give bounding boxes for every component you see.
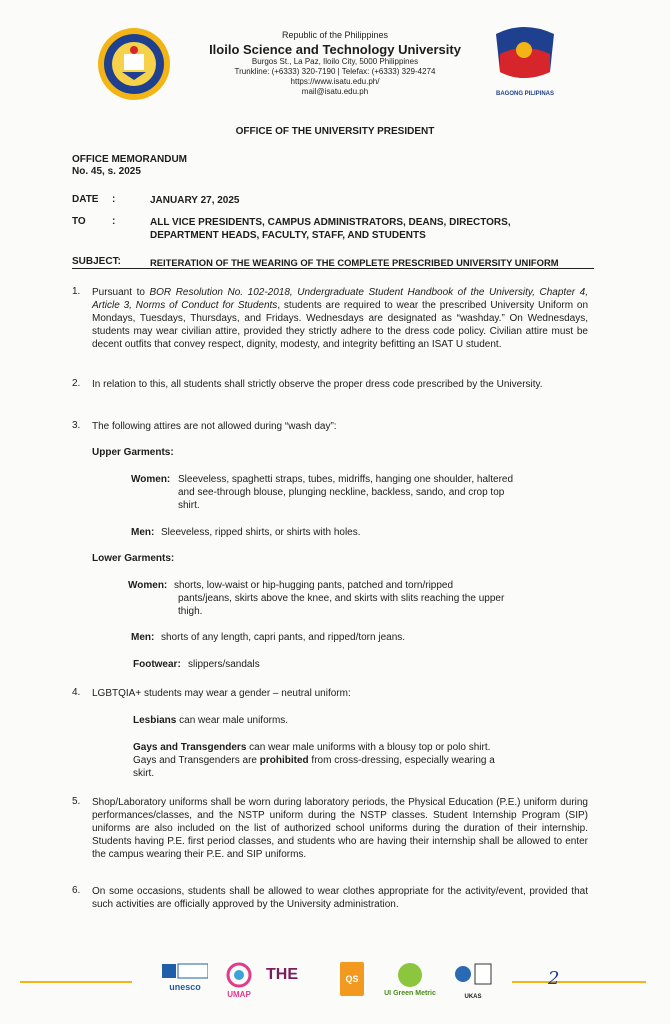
bagong-pilipinas-logo [484,24,566,98]
footwear-text: slippers/sandals [188,659,260,670]
lower-women-line-1: shorts, low-waist or hip-hugging pants, patched and torn/ripped [174,580,454,591]
gays2-pre: Gays and Transgenders are [133,755,260,766]
lower-women-line-2: pants/jeans, skirts above the knee, and skirts with slits reaching the upper [178,593,505,604]
upper-men-label: Men: [131,527,155,538]
date-label: DATE [72,194,99,205]
p2-number: 2. [72,378,81,389]
upper-women-text [178,473,598,512]
p4-number: 4. [72,687,81,698]
address-line: Burgos St., La Paz, Iloilo City, 5000 Philippines [251,57,419,66]
gays-label: Gays and Transgenders [133,742,247,753]
lower-women-text [174,579,594,618]
ui-greenmetric-text: UI Green Metric [384,990,436,997]
unesco-text: unesco [169,982,201,992]
date-colon: : [112,194,116,205]
paragraph-2: In relation to this, all students shall strictly observe the proper dress code prescribed by the University. [92,379,543,390]
ui-greenmetric-logo [378,962,442,997]
qs-text: QS [340,962,364,996]
to-colon: : [112,216,116,227]
memo-line-1: OFFICE MEMORANDUM [72,154,187,165]
memo-number [72,154,187,178]
republic-line: Republic of the Philippines [281,30,389,40]
umap-text: UMAP [227,990,251,999]
paragraph-3: The following attires are not allowed during “wash day”: [92,421,337,432]
upper-women-label: Women: [131,474,171,485]
lesbians-item [133,714,288,727]
p1-number: 1. [72,286,81,297]
paragraph-6: On some occasions, students shall be allowed to wear clothes appropriate for the activity/event, provided that such activities are officially approved by the University administration. [92,886,588,910]
ukas-logo [452,962,494,1000]
upper-men-text: Sleeveless, ripped shirts, or shirts with holes. [161,527,361,538]
gays-text: can wear male uniforms with a blousy top or polo shirt. [249,742,491,753]
footwear-label: Footwear: [133,659,181,670]
lower-women-label: Women: [128,580,168,591]
to-label: TO [72,216,86,227]
upper-women-line-1: Sleeveless, spaghetti straps, tubes, midriffs, hanging one shoulder, haltered [178,474,514,485]
paragraph-4: LGBTQIA+ students may wear a gender – neutral uniform: [92,688,351,699]
ukas-text: UKAS [464,994,482,1000]
email-line: mail@isatu.edu.ph [301,87,369,96]
lower-women-line-3: thigh. [178,606,203,617]
upper-women-line-3: shirt. [178,500,200,511]
lower-men-text: shorts of any length, capri pants, and ripped/torn jeans. [161,632,406,643]
the-text: THE [266,966,298,983]
to-value [150,216,511,242]
upper-garments-heading: Upper Garments: [92,447,174,458]
p6-number: 6. [72,885,81,896]
subject-label: SUBJECT: [72,256,121,267]
subject-value: REITERATION OF THE WEARING OF THE COMPLETE PRESCRIBED UNIVERSITY UNIFORM [150,257,559,268]
paragraph-1 [92,286,588,351]
qs-logo [340,962,366,996]
footer-line-right [512,981,646,983]
lesbians-label: Lesbians [133,715,177,726]
prohibited-word: prohibited [259,755,309,766]
upper-women-line-2: and see-through blouse, plunging neckline, backless, sando, and crop top [178,487,505,498]
umap-logo [222,962,256,999]
to-value-line-1: ALL VICE PRESIDENTS, CAMPUS ADMINISTRATORS, DEANS, DIRECTORS, [150,217,511,228]
university-name: Iloilo Science and Technology University [209,42,461,57]
letterhead [150,30,520,97]
office-title: OFFICE OF THE UNIVERSITY PRESIDENT [235,126,435,137]
p1-citation: BOR Resolution No. 102-2018, Undergraduate Student Handbook of the University, Chapter 4, Article 3, Norms of Conduct for Students [92,287,589,311]
gays-line-1 [133,741,593,754]
p3-number: 3. [72,420,81,431]
lesbians-text: can wear male uniforms. [179,715,289,726]
footer-line-left [20,981,132,983]
gays2-post: from cross-dressing, especially wearing a [308,755,495,766]
the-logo [266,966,322,984]
gays-item [133,741,593,780]
p5-number: 5. [72,796,81,807]
website-line: https://www.isatu.edu.ph/ [290,77,380,86]
memo-line-2: No. 45, s. 2025 [72,166,141,177]
p1-rest: , students are required to wear the prescribed University Uniform on Mondays, Tuesdays, Thursdays, and Fridays. Wednesdays are designated as “washday.” On Wednesdays, students may wear civilian attire, provided they strictly adhere to the dress code policy. Civilian attire must be decent outfits that convey respect, dignity, modesty, and integrity befitting an ISAT U student. [92,300,589,350]
p1-pre: Pursuant to [92,287,150,298]
lower-men-label: Men: [131,632,155,643]
date-value: JANUARY 27, 2025 [150,195,240,206]
to-value-line-2: DEPARTMENT HEADS, FACULTY, STAFF, AND STUDENTS [150,230,426,241]
lower-garments-heading: Lower Garments: [92,553,175,564]
paragraph-5: Shop/Laboratory uniforms shall be worn during laboratory periods, the Physical Education (P.E.) uniform during performances/classes, and the NSTP uniform during the NSTP classes. Student Internship Program (SIP) uniforms are also included on the list of authorized school uniforms during the duration of their internship. Students having P.E. first period classes, and students who are having their internship shall be allowed to enter the campus wearing their P.E. and SIP uniforms. [92,797,588,860]
gays-line-3: skirt. [133,768,155,779]
gays-line-2 [133,754,593,767]
unesco-logo [160,962,210,992]
phone-line: Trunkline: (+6333) 320-7190 | Telefax: (+6333) 329-4274 [234,67,436,76]
bagong-pilipinas-text: BAGONG PILIPINAS [495,91,554,97]
page-number: 2 [548,968,560,989]
header-divider [72,268,594,269]
